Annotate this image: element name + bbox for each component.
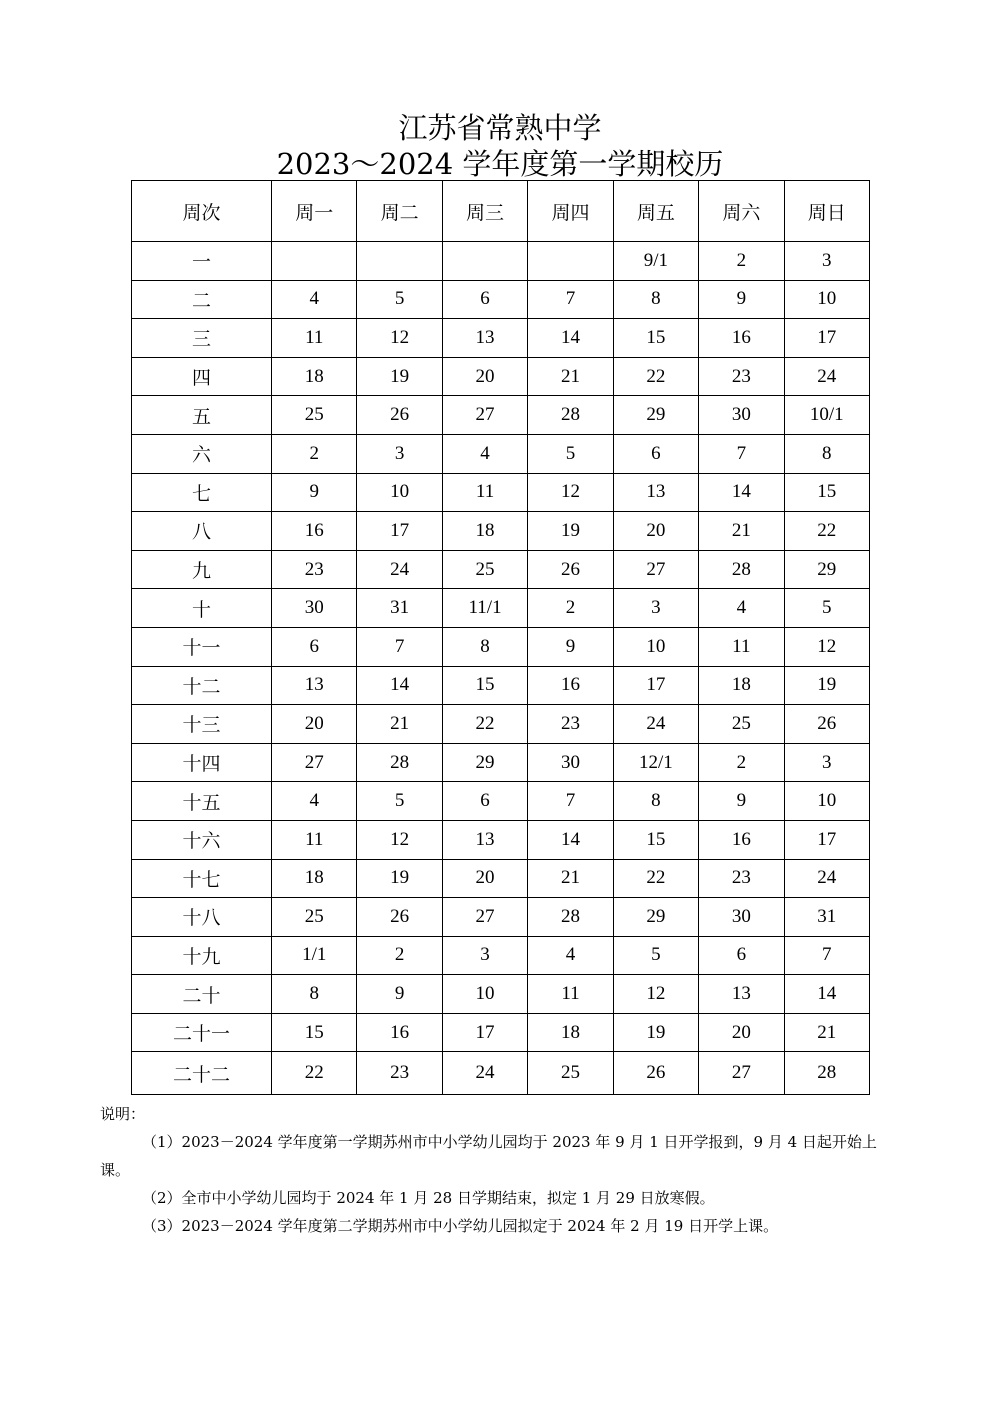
day-cell: 9/1: [613, 242, 698, 281]
day-cell: 5: [613, 936, 698, 975]
day-cell: 20: [272, 705, 357, 744]
day-cell: 22: [272, 1052, 357, 1095]
day-cell: 11: [699, 627, 784, 666]
day-cell: 19: [528, 512, 613, 551]
day-cell: 17: [357, 512, 442, 551]
week-number: 六: [132, 434, 272, 473]
day-cell: 11/1: [442, 589, 527, 628]
day-cell: 20: [442, 357, 527, 396]
day-cell: [272, 242, 357, 281]
header-thu: 周四: [528, 181, 613, 242]
day-cell: 28: [784, 1052, 869, 1095]
day-cell: [357, 242, 442, 281]
day-cell: 11: [272, 319, 357, 358]
day-cell: 28: [528, 898, 613, 937]
day-cell: 30: [699, 396, 784, 435]
day-cell: 6: [442, 782, 527, 821]
day-cell: 7: [528, 280, 613, 319]
day-cell: 26: [613, 1052, 698, 1095]
day-cell: 16: [699, 820, 784, 859]
day-cell: 15: [784, 473, 869, 512]
week-number: 一: [132, 242, 272, 281]
day-cell: 29: [613, 396, 698, 435]
week-number: 八: [132, 512, 272, 551]
day-cell: 30: [699, 898, 784, 937]
day-cell: 6: [613, 434, 698, 473]
day-cell: 14: [528, 319, 613, 358]
day-cell: 2: [699, 743, 784, 782]
day-cell: [442, 242, 527, 281]
day-cell: 20: [442, 859, 527, 898]
day-cell: 2: [699, 242, 784, 281]
day-cell: 13: [442, 820, 527, 859]
day-cell: 26: [784, 705, 869, 744]
day-cell: 12: [613, 975, 698, 1014]
day-cell: 11: [272, 820, 357, 859]
week-number: 二: [132, 280, 272, 319]
week-number: 二十一: [132, 1013, 272, 1052]
week-number: 十七: [132, 859, 272, 898]
week-number: 四: [132, 357, 272, 396]
day-cell: 18: [272, 859, 357, 898]
day-cell: 18: [528, 1013, 613, 1052]
day-cell: 13: [442, 319, 527, 358]
day-cell: 10: [784, 280, 869, 319]
day-cell: 3: [442, 936, 527, 975]
day-cell: 22: [613, 859, 698, 898]
header-fri: 周五: [613, 181, 698, 242]
day-cell: 28: [357, 743, 442, 782]
week-number: 十五: [132, 782, 272, 821]
week-row: [132, 242, 870, 281]
day-cell: 26: [528, 550, 613, 589]
day-cell: 14: [784, 975, 869, 1014]
note-item: （2）全市中小学幼儿园均于 2024 年 1 月 28 日学期结束，拟定 1 月 29 日放寒假。: [142, 1189, 715, 1207]
day-cell: 8: [613, 782, 698, 821]
day-cell: 4: [272, 782, 357, 821]
day-cell: 16: [357, 1013, 442, 1052]
day-cell: 21: [528, 357, 613, 396]
week-row: [132, 550, 870, 589]
day-cell: 22: [613, 357, 698, 396]
day-cell: 28: [699, 550, 784, 589]
day-cell: 18: [272, 357, 357, 396]
day-cell: 22: [442, 705, 527, 744]
day-cell: 24: [357, 550, 442, 589]
week-row: [132, 705, 870, 744]
day-cell: 30: [528, 743, 613, 782]
day-cell: 8: [272, 975, 357, 1014]
day-cell: 2: [528, 589, 613, 628]
day-cell: 12: [784, 627, 869, 666]
day-cell: 2: [357, 936, 442, 975]
note-item: （3）2023－2024 学年度第二学期苏州市中小学幼儿园拟定于 2024 年 2 月 19 日开学上课。: [142, 1217, 779, 1235]
day-cell: 21: [699, 512, 784, 551]
week-number: 十: [132, 589, 272, 628]
notes-section: [100, 1100, 900, 1240]
day-cell: 23: [272, 550, 357, 589]
day-cell: 29: [442, 743, 527, 782]
day-cell: 5: [357, 280, 442, 319]
header-wed: 周三: [442, 181, 527, 242]
day-cell: 24: [784, 859, 869, 898]
day-cell: 25: [272, 396, 357, 435]
week-number: 十一: [132, 627, 272, 666]
day-cell: 7: [699, 434, 784, 473]
day-cell: 25: [699, 705, 784, 744]
day-cell: 2: [272, 434, 357, 473]
notes-heading: 说明：: [100, 1105, 146, 1123]
day-cell: 16: [528, 666, 613, 705]
week-row: [132, 319, 870, 358]
day-cell: 28: [528, 396, 613, 435]
day-cell: 9: [357, 975, 442, 1014]
school-calendar-table: [131, 180, 870, 1095]
title-school: 江苏省常熟中学: [398, 111, 602, 145]
day-cell: 4: [442, 434, 527, 473]
day-cell: 15: [613, 820, 698, 859]
week-number: 十九: [132, 936, 272, 975]
day-cell: 29: [784, 550, 869, 589]
day-cell: 17: [784, 319, 869, 358]
day-cell: 18: [699, 666, 784, 705]
header-row: [132, 181, 870, 242]
day-cell: 19: [784, 666, 869, 705]
day-cell: 17: [784, 820, 869, 859]
week-row: [132, 975, 870, 1014]
day-cell: 7: [357, 627, 442, 666]
day-cell: 18: [442, 512, 527, 551]
day-cell: 4: [272, 280, 357, 319]
day-cell: 24: [613, 705, 698, 744]
day-cell: 23: [699, 357, 784, 396]
day-cell: 5: [357, 782, 442, 821]
week-number: 十八: [132, 898, 272, 937]
day-cell: 24: [784, 357, 869, 396]
day-cell: 1/1: [272, 936, 357, 975]
day-cell: 27: [699, 1052, 784, 1095]
week-number: 十六: [132, 820, 272, 859]
day-cell: 14: [699, 473, 784, 512]
day-cell: 26: [357, 396, 442, 435]
header-tue: 周二: [357, 181, 442, 242]
day-cell: 3: [613, 589, 698, 628]
day-cell: 15: [442, 666, 527, 705]
day-cell: 20: [699, 1013, 784, 1052]
header-sun: 周日: [784, 181, 869, 242]
day-cell: 12/1: [613, 743, 698, 782]
week-row: [132, 357, 870, 396]
week-number: 二十二: [132, 1052, 272, 1095]
title-term: 2023～2024 学年度第一学期校历: [276, 147, 724, 181]
day-cell: 9: [699, 782, 784, 821]
week-number: 十二: [132, 666, 272, 705]
day-cell: 5: [784, 589, 869, 628]
day-cell: 21: [784, 1013, 869, 1052]
week-row: [132, 434, 870, 473]
day-cell: 19: [613, 1013, 698, 1052]
day-cell: 17: [442, 1013, 527, 1052]
day-cell: 10: [357, 473, 442, 512]
day-cell: 10/1: [784, 396, 869, 435]
day-cell: 25: [272, 898, 357, 937]
day-cell: 6: [442, 280, 527, 319]
day-cell: 23: [357, 1052, 442, 1095]
week-number: 九: [132, 550, 272, 589]
day-cell: 8: [613, 280, 698, 319]
week-row: [132, 280, 870, 319]
day-cell: 10: [442, 975, 527, 1014]
day-cell: 31: [357, 589, 442, 628]
header-sat: 周六: [699, 181, 784, 242]
week-number: 七: [132, 473, 272, 512]
day-cell: 13: [613, 473, 698, 512]
day-cell: 12: [357, 820, 442, 859]
day-cell: 16: [272, 512, 357, 551]
week-row: [132, 820, 870, 859]
day-cell: 9: [528, 627, 613, 666]
day-cell: 24: [442, 1052, 527, 1095]
day-cell: 26: [357, 898, 442, 937]
day-cell: 27: [613, 550, 698, 589]
day-cell: 5: [528, 434, 613, 473]
day-cell: 4: [699, 589, 784, 628]
day-cell: 31: [784, 898, 869, 937]
week-row: [132, 473, 870, 512]
day-cell: 12: [357, 319, 442, 358]
week-row: [132, 1052, 870, 1095]
day-cell: 14: [528, 820, 613, 859]
week-number: 五: [132, 396, 272, 435]
week-row: [132, 396, 870, 435]
day-cell: 15: [613, 319, 698, 358]
day-cell: 21: [528, 859, 613, 898]
week-row: [132, 589, 870, 628]
week-number: 十四: [132, 743, 272, 782]
day-cell: 19: [357, 357, 442, 396]
day-cell: 3: [784, 743, 869, 782]
day-cell: 11: [528, 975, 613, 1014]
week-row: [132, 627, 870, 666]
day-cell: 29: [613, 898, 698, 937]
day-cell: 16: [699, 319, 784, 358]
day-cell: 27: [442, 396, 527, 435]
day-cell: 27: [272, 743, 357, 782]
week-number: 二十: [132, 975, 272, 1014]
day-cell: 13: [699, 975, 784, 1014]
day-cell: 17: [613, 666, 698, 705]
note-item: （1）2023－2024 学年度第一学期苏州市中小学幼儿园均于 2023 年 9 月 1 日开学报到，9 月 4 日起开始上课。: [100, 1133, 877, 1179]
week-row: [132, 898, 870, 937]
day-cell: 12: [528, 473, 613, 512]
day-cell: 4: [528, 936, 613, 975]
day-cell: 22: [784, 512, 869, 551]
day-cell: 13: [272, 666, 357, 705]
day-cell: 20: [613, 512, 698, 551]
calendar-body: [132, 242, 870, 1095]
day-cell: 9: [699, 280, 784, 319]
day-cell: 11: [442, 473, 527, 512]
day-cell: 23: [528, 705, 613, 744]
day-cell: 25: [528, 1052, 613, 1095]
day-cell: 7: [784, 936, 869, 975]
day-cell: 6: [272, 627, 357, 666]
day-cell: 10: [613, 627, 698, 666]
day-cell: 8: [784, 434, 869, 473]
day-cell: 6: [699, 936, 784, 975]
day-cell: 27: [442, 898, 527, 937]
day-cell: 21: [357, 705, 442, 744]
day-cell: 23: [699, 859, 784, 898]
week-row: [132, 512, 870, 551]
day-cell: 3: [357, 434, 442, 473]
day-cell: 14: [357, 666, 442, 705]
day-cell: 25: [442, 550, 527, 589]
day-cell: 19: [357, 859, 442, 898]
day-cell: 10: [784, 782, 869, 821]
day-cell: 15: [272, 1013, 357, 1052]
week-row: [132, 936, 870, 975]
day-cell: 30: [272, 589, 357, 628]
day-cell: [528, 242, 613, 281]
week-number: 十三: [132, 705, 272, 744]
week-row: [132, 666, 870, 705]
header-mon: 周一: [272, 181, 357, 242]
week-row: [132, 859, 870, 898]
day-cell: 7: [528, 782, 613, 821]
week-row: [132, 743, 870, 782]
week-row: [132, 782, 870, 821]
day-cell: 3: [784, 242, 869, 281]
day-cell: 9: [272, 473, 357, 512]
header-week: 周次: [132, 181, 272, 242]
day-cell: 8: [442, 627, 527, 666]
week-number: 三: [132, 319, 272, 358]
week-row: [132, 1013, 870, 1052]
